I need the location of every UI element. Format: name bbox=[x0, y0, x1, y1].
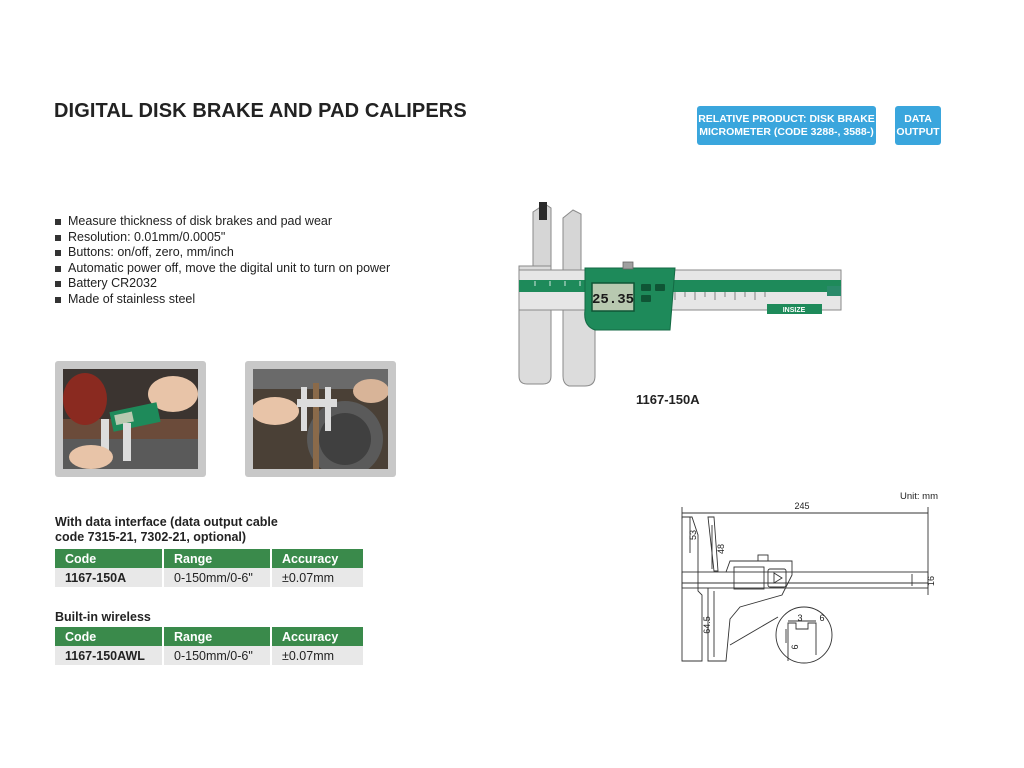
data-interface-spec-table bbox=[55, 549, 363, 587]
data-output-line1: DATA bbox=[904, 112, 932, 125]
dim-length-label: 245 bbox=[794, 501, 810, 511]
usage-photo-1 bbox=[55, 361, 206, 477]
cell-range: 0-150mm/0-6" bbox=[163, 646, 271, 665]
dimension-drawing bbox=[670, 495, 950, 675]
data-interface-subtitle-line1: With data interface (data output cable bbox=[55, 515, 278, 529]
data-output-line2: OUTPUT bbox=[896, 125, 940, 138]
dim-jaw-inner-label: 48 bbox=[716, 543, 726, 555]
dim-tip-b-label: 6 bbox=[819, 613, 825, 623]
relative-product-line1: RELATIVE PRODUCT: DISK BRAKE bbox=[698, 112, 875, 125]
dim-jaw-top-label: 53 bbox=[688, 529, 698, 541]
feature-item: Buttons: on/off, zero, mm/inch bbox=[54, 245, 390, 261]
product-model-label: 1167-150A bbox=[636, 392, 700, 407]
feature-item: Measure thickness of disk brakes and pad wear bbox=[54, 214, 390, 230]
feature-item: Automatic power off, move the digital unit to turn on power bbox=[54, 261, 390, 277]
feature-item: Made of stainless steel bbox=[54, 292, 390, 308]
feature-item: Resolution: 0.01mm/0.0005" bbox=[54, 230, 390, 246]
brand-logo: INSIZE bbox=[782, 307, 806, 314]
relative-product-badge[interactable] bbox=[697, 106, 876, 145]
page-title: DIGITAL DISK BRAKE AND PAD CALIPERS bbox=[54, 100, 467, 122]
wireless-subtitle: Built-in wireless bbox=[55, 610, 151, 624]
table-header-row bbox=[55, 627, 363, 646]
column-header-accuracy: Accuracy bbox=[271, 627, 363, 646]
column-header-accuracy: Accuracy bbox=[271, 549, 363, 568]
data-interface-subtitle bbox=[55, 515, 278, 545]
cell-code: 1167-150A bbox=[55, 568, 163, 587]
dim-beam-height-label: 16 bbox=[926, 575, 936, 587]
cell-range: 0-150mm/0-6" bbox=[163, 568, 271, 587]
usage-photo-2 bbox=[245, 361, 396, 477]
table-row bbox=[55, 568, 363, 587]
dim-tip-a-label: 3 bbox=[797, 613, 803, 623]
dim-tip-c-label: 6 bbox=[790, 644, 800, 650]
column-header-code: Code bbox=[55, 549, 163, 568]
dim-lower-jaw-label: 64.5 bbox=[702, 616, 712, 634]
caliper-display-reading: 25.35 bbox=[591, 292, 635, 308]
column-header-range: Range bbox=[163, 549, 271, 568]
feature-list bbox=[54, 214, 390, 308]
data-output-badge[interactable] bbox=[895, 106, 941, 145]
cell-accuracy: ±0.07mm bbox=[271, 646, 363, 665]
caliper-product-image bbox=[505, 198, 850, 393]
usage-photo-2-image bbox=[253, 369, 388, 469]
data-interface-subtitle-line2: code 7315-21, 7302-21, optional) bbox=[55, 530, 247, 544]
cell-code: 1167-150AWL bbox=[55, 646, 163, 665]
table-header-row bbox=[55, 549, 363, 568]
table-row bbox=[55, 646, 363, 665]
wireless-spec-table bbox=[55, 627, 363, 665]
feature-item: Battery CR2032 bbox=[54, 276, 390, 292]
unit-label: Unit: mm bbox=[900, 491, 938, 502]
column-header-code: Code bbox=[55, 627, 163, 646]
column-header-range: Range bbox=[163, 627, 271, 646]
cell-accuracy: ±0.07mm bbox=[271, 568, 363, 587]
relative-product-line2: MICROMETER (CODE 3288-, 3588-) bbox=[699, 125, 874, 138]
usage-photo-1-image bbox=[63, 369, 198, 469]
